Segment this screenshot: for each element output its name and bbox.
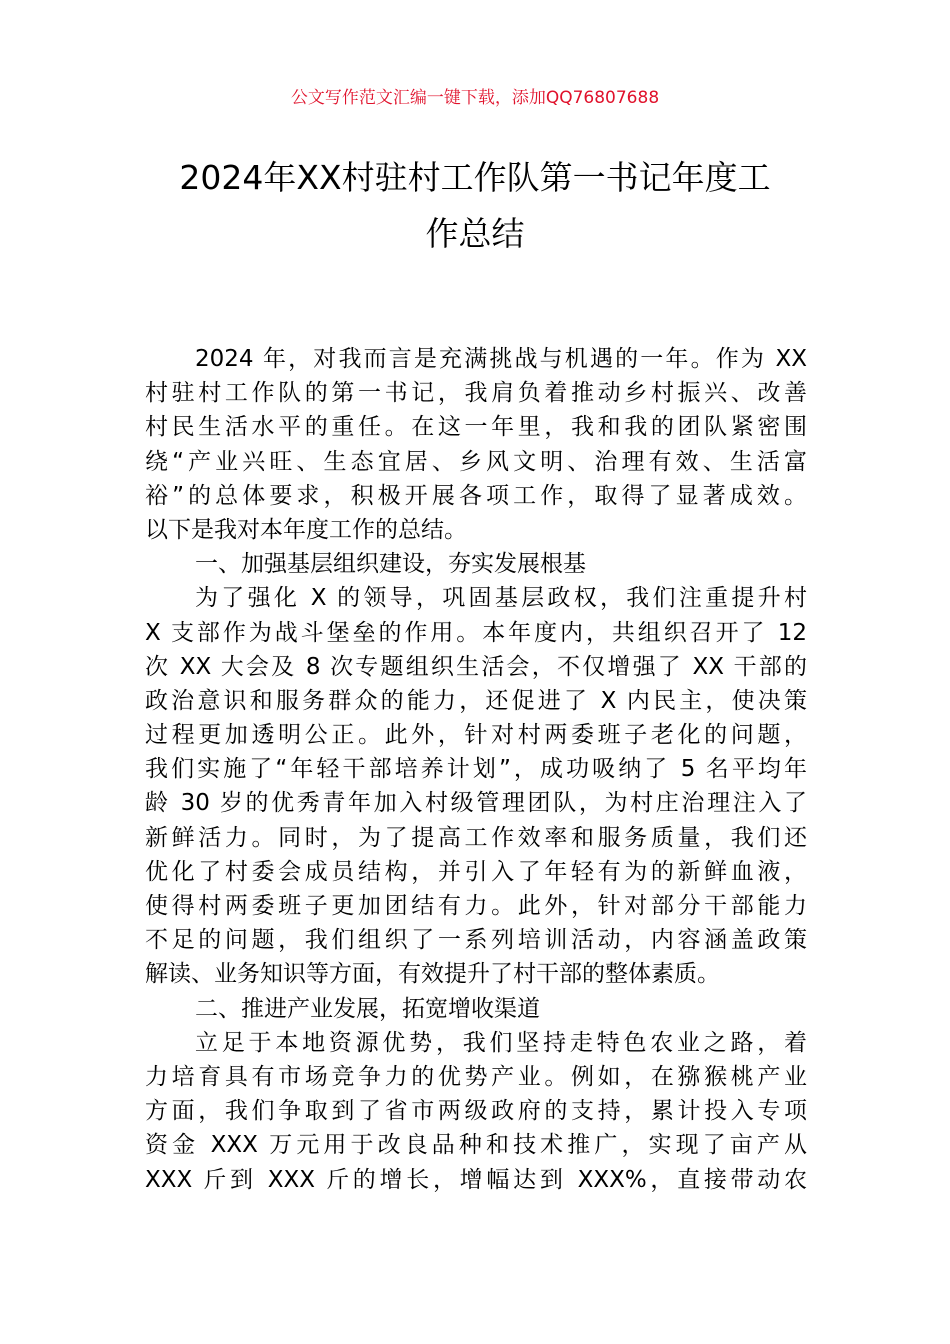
paragraph-line: X 支部作为战斗堡垒的作用。本年度内，共组织召开了 12 bbox=[145, 619, 807, 646]
paragraph-line: 新鲜活力。同时，为了提高工作效率和服务质量，我们还 bbox=[145, 824, 807, 851]
paragraph-line: 方面，我们争取到了省市两级政府的支持，累计投入专项 bbox=[145, 1098, 807, 1125]
paragraph-line: 资金 XXX 万元用于改良品种和技术推广，实现了亩产从 bbox=[145, 1132, 807, 1159]
paragraph-line: 绕“产业兴旺、生态宜居、乡风文明、治理有效、生活富 bbox=[145, 448, 807, 475]
paragraph-line: 村民生活水平的重任。在这一年里，我和我的团队紧密围 bbox=[145, 414, 807, 441]
paragraph-line: 优化了村委会成员结构，并引入了年轻有为的新鲜血液， bbox=[145, 858, 807, 885]
paragraph-line: 我们实施了“年轻干部培养计划”，成功吸纳了 5 名平均年 bbox=[145, 756, 807, 783]
paragraph-line: 裕”的总体要求，积极开展各项工作，取得了显著成效。 bbox=[145, 482, 807, 509]
paragraph-line: 龄 30 岁的优秀青年加入村级管理团队，为村庄治理注入了 bbox=[145, 790, 807, 817]
paragraph-line: 力培育具有市场竞争力的优势产业。例如，在猕猴桃产业 bbox=[145, 1063, 807, 1090]
paragraph-line: 次 XX 大会及 8 次专题组织生活会，不仅增强了 XX 干部的 bbox=[145, 653, 807, 680]
paragraph-line: 使得村两委班子更加团结有力。此外，针对部分干部能力 bbox=[145, 893, 807, 919]
paragraph-line: 村驻村工作队的第一书记，我肩负着推动乡村振兴、改善 bbox=[145, 380, 807, 407]
paragraph-line: 政治意识和服务群众的能力，还促进了 X 内民主，使决策 bbox=[145, 687, 807, 714]
paragraph-line: 为了强化 X 的领导，巩固基层政权，我们注重提升村 bbox=[195, 585, 807, 612]
paragraph-line: 过程更加透明公正。此外，针对村两委班子老化的问题， bbox=[145, 722, 807, 749]
section-heading: 一、加强基层组织建设，夯实发展根基 bbox=[195, 551, 586, 578]
paragraph-line: XXX 斤到 XXX 斤的增长，增幅达到 XXX%，直接带动农 bbox=[145, 1166, 807, 1193]
paragraph-line: 不足的问题，我们组织了一系列培训活动，内容涵盖政策 bbox=[145, 927, 807, 954]
paragraph-line: 立足于本地资源优势，我们坚持走特色农业之路，着 bbox=[195, 1029, 807, 1056]
section-heading: 二、推进产业发展，拓宽增收渠道 bbox=[195, 995, 540, 1022]
paragraph-line: 以下是我对本年度工作的总结。 bbox=[145, 516, 467, 543]
download-watermark: 公文写作范文汇编一键下载，添加QQ76807688 bbox=[290, 88, 660, 108]
title-line: 作总结 bbox=[425, 214, 525, 253]
title-line: 2024年XX村驻村工作队第一书记年度工 bbox=[179, 158, 771, 197]
document-title bbox=[140, 150, 810, 262]
paragraph-line: 解读、业务知识等方面，有效提升了村干部的整体素质。 bbox=[145, 961, 720, 988]
document-body bbox=[145, 342, 807, 1197]
paragraph-line: 2024 年，对我而言是充满挑战与机遇的一年。作为 XX bbox=[195, 346, 807, 372]
